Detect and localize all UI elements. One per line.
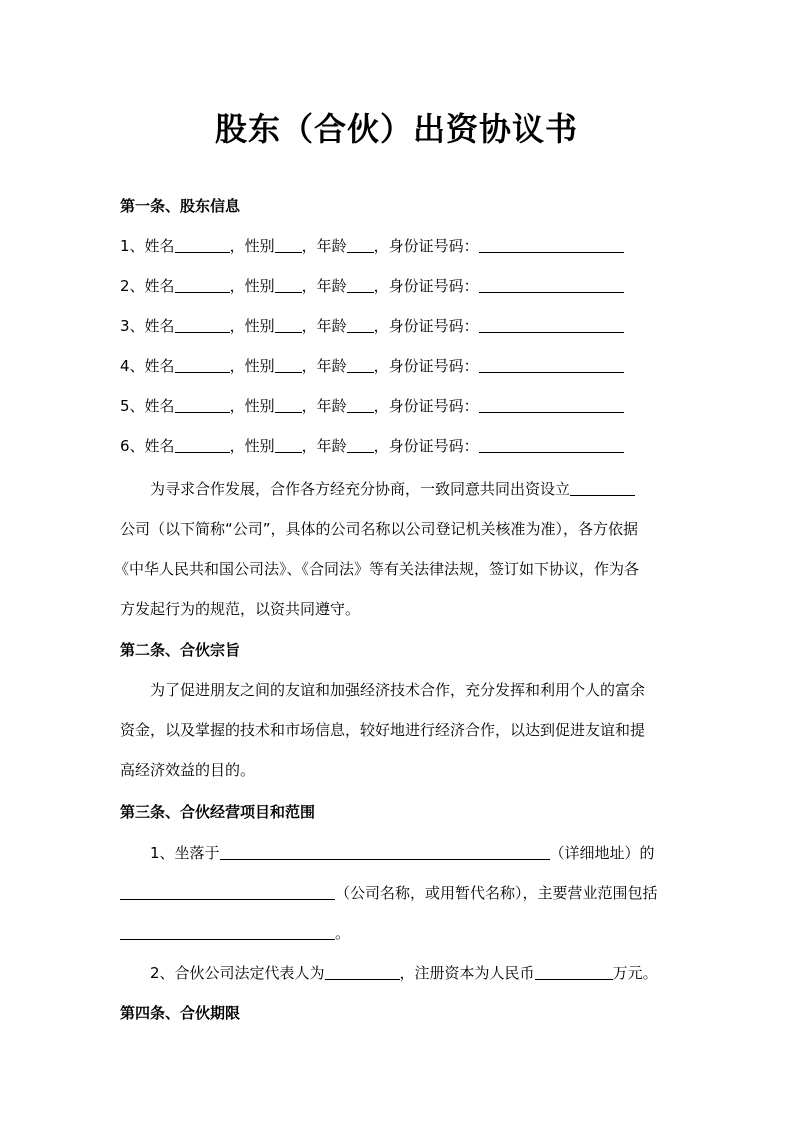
paragraph-line: 资金，以及掌握的技术和市场信息，较好地进行经济合作，以达到促进友谊和提: [120, 721, 646, 739]
paragraph-line: 为寻求合作发展，合作各方经充分协商，一致同意共同出资设立: [120, 477, 680, 501]
section1-heading: 第一条、股东信息: [120, 197, 241, 215]
id-blank[interactable]: [479, 315, 624, 333]
shareholder-row: [120, 354, 680, 378]
representative-line: 2、合伙公司法定代表人为 ，注册资本为人民币 万元。: [150, 964, 658, 982]
name-blank[interactable]: [175, 355, 230, 373]
gender-blank[interactable]: [275, 355, 302, 373]
document-title: 股东（合伙）出资协议书: [214, 110, 578, 148]
name-blank[interactable]: [175, 395, 230, 413]
id-label: ，身份证号码：: [373, 437, 479, 455]
shareholder-row: [120, 394, 680, 418]
shareholder-row: [120, 234, 680, 258]
paragraph-line: 公司（以下简称“公司”，具体的公司名称以公司登记机关核准为准），各方依据: [120, 520, 639, 538]
row-number: 3、: [120, 317, 145, 335]
id-label: ，身份证号码：: [373, 277, 479, 295]
id-label: ，身份证号码：: [373, 397, 479, 415]
name-blank[interactable]: [175, 435, 230, 453]
name-label: 姓名: [144, 437, 175, 455]
age-label: ，年龄: [301, 317, 347, 335]
section2-heading: 第二条、合伙宗旨: [120, 641, 241, 659]
shareholder-row: [120, 314, 680, 338]
age-label: ，年龄: [301, 437, 347, 455]
section3-heading: 第三条、合伙经营项目和范围: [120, 803, 316, 821]
paragraph-line: 方发起行为的规范，以资共同遵守。: [120, 600, 361, 618]
name-label: 姓名: [144, 317, 175, 335]
row-number: 5、: [120, 397, 145, 415]
age-blank[interactable]: [347, 315, 374, 333]
gender-label: ，性别: [229, 397, 275, 415]
gender-blank[interactable]: [275, 395, 302, 413]
name-label: 姓名: [144, 397, 175, 415]
gender-label: ，性别: [229, 437, 275, 455]
name-blank[interactable]: [175, 315, 230, 333]
age-blank[interactable]: [347, 435, 374, 453]
gender-blank[interactable]: [275, 315, 302, 333]
row-number: 4、: [120, 357, 145, 375]
name-blank[interactable]: [175, 275, 230, 293]
id-blank[interactable]: [479, 355, 624, 373]
id-blank[interactable]: [479, 395, 624, 413]
age-label: ，年龄: [301, 237, 347, 255]
gender-label: ，性别: [229, 237, 275, 255]
address-line: 1、坐落于 （详细地址）的: [150, 844, 655, 862]
paragraph-line: 高经济效益的目的。: [120, 761, 256, 779]
gender-blank[interactable]: [275, 435, 302, 453]
id-blank[interactable]: [479, 275, 624, 293]
age-blank[interactable]: [347, 395, 374, 413]
age-blank[interactable]: [347, 355, 374, 373]
name-label: 姓名: [144, 357, 175, 375]
id-blank[interactable]: [479, 435, 624, 453]
name-label: 姓名: [144, 237, 175, 255]
gender-label: ，性别: [229, 357, 275, 375]
address-blank[interactable]: [220, 842, 550, 860]
section4-heading: 第四条、合伙期限: [120, 1004, 241, 1022]
age-blank[interactable]: [347, 235, 374, 253]
company-name-line: （公司名称，或用暂代名称），主要营业范围包括: [120, 881, 680, 905]
row-number: 2、: [120, 277, 145, 295]
paragraph-line: 《中华人民共和国公司法》、《合同法》等有关法律法规，签订如下协议，作为各: [114, 560, 640, 578]
age-label: ，年龄: [301, 357, 347, 375]
age-blank[interactable]: [347, 275, 374, 293]
business-scope-line: 。: [120, 921, 680, 945]
row-number: 6、: [120, 437, 145, 455]
age-label: ，年龄: [301, 397, 347, 415]
gender-label: ，性别: [229, 277, 275, 295]
capital-blank[interactable]: [535, 962, 613, 980]
representative-blank[interactable]: [325, 962, 400, 980]
id-blank[interactable]: [479, 235, 624, 253]
company-blank[interactable]: [570, 478, 635, 496]
name-blank[interactable]: [175, 235, 230, 253]
name-label: 姓名: [144, 277, 175, 295]
business-scope-blank[interactable]: [120, 922, 335, 940]
shareholder-row: [120, 274, 680, 298]
gender-blank[interactable]: [275, 235, 302, 253]
gender-label: ，性别: [229, 317, 275, 335]
row-number: 1、: [120, 237, 145, 255]
id-label: ，身份证号码：: [373, 237, 479, 255]
paragraph-line: 为了促进朋友之间的友谊和加强经济技术合作，充分发挥和利用个人的富余: [150, 681, 646, 699]
id-label: ，身份证号码：: [373, 317, 479, 335]
company-name-blank[interactable]: [120, 882, 335, 900]
id-label: ，身份证号码：: [373, 357, 479, 375]
age-label: ，年龄: [301, 277, 347, 295]
shareholder-row: [120, 434, 680, 458]
gender-blank[interactable]: [275, 275, 302, 293]
